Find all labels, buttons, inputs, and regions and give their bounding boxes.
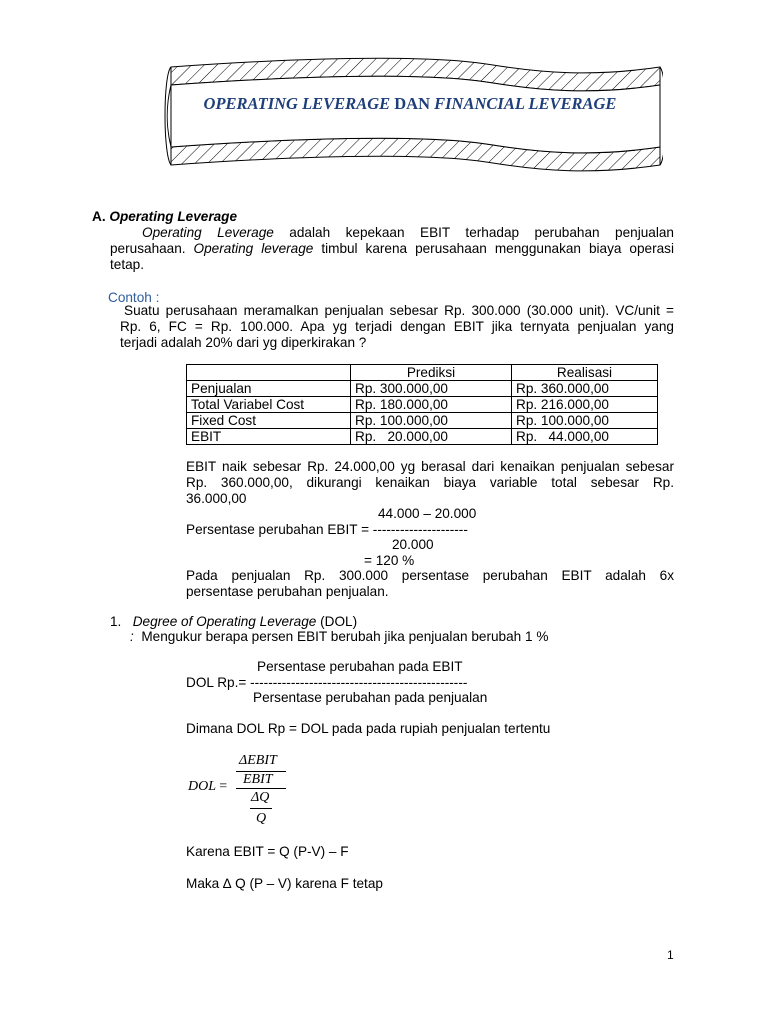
calc-denominator: 20.000 [392,537,434,552]
formula-equals: = [219,779,228,794]
contoh-label: Contoh : [108,290,160,305]
contoh-line-1: Suatu perusahaan meramalkan penjualan sebesar Rp. 300.000 (30.000 unit). VC/unit = [124,303,674,318]
ebit-line-1: EBIT naik sebesar Rp. 24.000,00 yg berasal dari kenaikan penjualan sebesar [186,459,674,474]
calc-result: = 120 % [364,553,415,568]
table-cell: Rp. 100.000,00 [512,413,658,429]
calc-label: Persentase perubahan EBIT = --------------------- [186,522,468,537]
dol-abbr: (DOL) [316,614,358,629]
prediction-table [186,364,658,445]
formula-mid-bar [236,788,286,789]
pada-line-1: Pada penjualan Rp. 300.000 persentase perubahan EBIT adalah 6x [186,568,674,583]
ebit-paragraph [186,459,674,507]
section-a-paragraph [110,225,674,273]
para-line-3: tetap. [110,257,145,272]
dol-colon: : [130,629,134,644]
pada-paragraph [186,568,674,600]
table-cell: Penjualan [187,381,351,397]
table-row [187,429,658,445]
formula-lhs [188,779,227,795]
title-part-operating: OPERATING LEVERAGE [203,94,391,113]
ebit-line-3: 36.000,00 [186,491,247,506]
table-row [187,397,658,413]
document-title [160,94,660,114]
table-cell: Fixed Cost [187,413,351,429]
title-banner [163,55,663,173]
table-cell: EBIT [187,429,351,445]
table-cell: Rp. 360.000,00 [512,381,658,397]
page-number: 1 [667,948,674,962]
dol-label: DOL Rp.= ------------------------------------------------ [186,675,468,690]
formula-delta-q: ΔQ [251,790,270,805]
maka-text: Maka ∆ Q (P – V) karena F tetap [186,876,383,891]
formula-delta-ebit: ΔEBIT [239,753,277,768]
para-line-2b: timbul karena perusahaan menggunakan biaya operasi [313,241,674,256]
term-operating-leverage-2: Operating leverage [193,241,314,256]
table-header-cell: Prediksi [351,365,512,381]
table-cell: Rp. 100.000,00 [351,413,512,429]
dol-number: 1. [110,614,122,629]
para-line-2a: perusahaan. [110,241,194,256]
dol-description: Mengukur berapa persen EBIT berubah jika penjualan berubah 1 % [141,629,549,644]
title-part-financial: FINANCIAL LEVERAGE [434,94,617,113]
section-a-title: Operating Leverage [109,209,238,224]
formula-dol: DOL [188,779,216,794]
table-row [187,413,658,429]
formula-q: Q [256,811,267,826]
table-header-row [187,365,658,381]
formula-ebit: EBIT [243,772,273,787]
table-cell: Rp. 300.000,00 [351,381,512,397]
pada-line-2: persentase perubahan penjualan. [186,584,389,599]
dol-heading [110,614,357,629]
formula-q-bar [250,808,272,809]
contoh-line-3: terjadi adalah 20% dari yg diperkirakan ? [120,335,367,350]
table-cell: Rp. 180.000,00 [351,397,512,413]
table-header-cell [187,365,351,381]
karena-text: Karena EBIT = Q (P-V) – F [186,844,349,859]
dol-denominator: Persentase perubahan pada penjualan [253,690,488,705]
table-row [187,381,658,397]
dol-description-line [130,629,548,644]
dimana-text: Dimana DOL Rp = DOL pada pada rupiah penjualan tertentu [186,721,551,736]
calc-numerator: 44.000 – 20.000 [378,506,477,521]
section-a-letter: A. [92,209,106,224]
dol-numerator: Persentase perubahan pada EBIT [257,659,463,674]
term-operating-leverage: Operating Leverage [142,225,274,240]
table-header-cell: Realisasi [512,365,658,381]
para-line-1: adalah kepekaan EBIT terhadap perubahan penjualan [273,225,674,240]
table-cell: Total Variabel Cost [187,397,351,413]
dol-title: Degree of Operating Leverage [132,614,317,629]
table-cell: Rp. 216.000,00 [512,397,658,413]
table-cell: Rp. 44.000,00 [512,429,658,445]
ebit-line-2: Rp. 360.000,00, dikurangi kenaikan biaya variable total sebesar Rp. [186,475,674,490]
section-a-heading [92,209,237,224]
contoh-paragraph [120,303,674,351]
contoh-line-2: Rp. 6, FC = Rp. 100.000. Apa yg terjadi dengan EBIT jika ternyata penjualan yang [120,319,674,334]
table-cell: Rp. 20.000,00 [351,429,512,445]
title-part-dan: DAN [390,94,435,113]
